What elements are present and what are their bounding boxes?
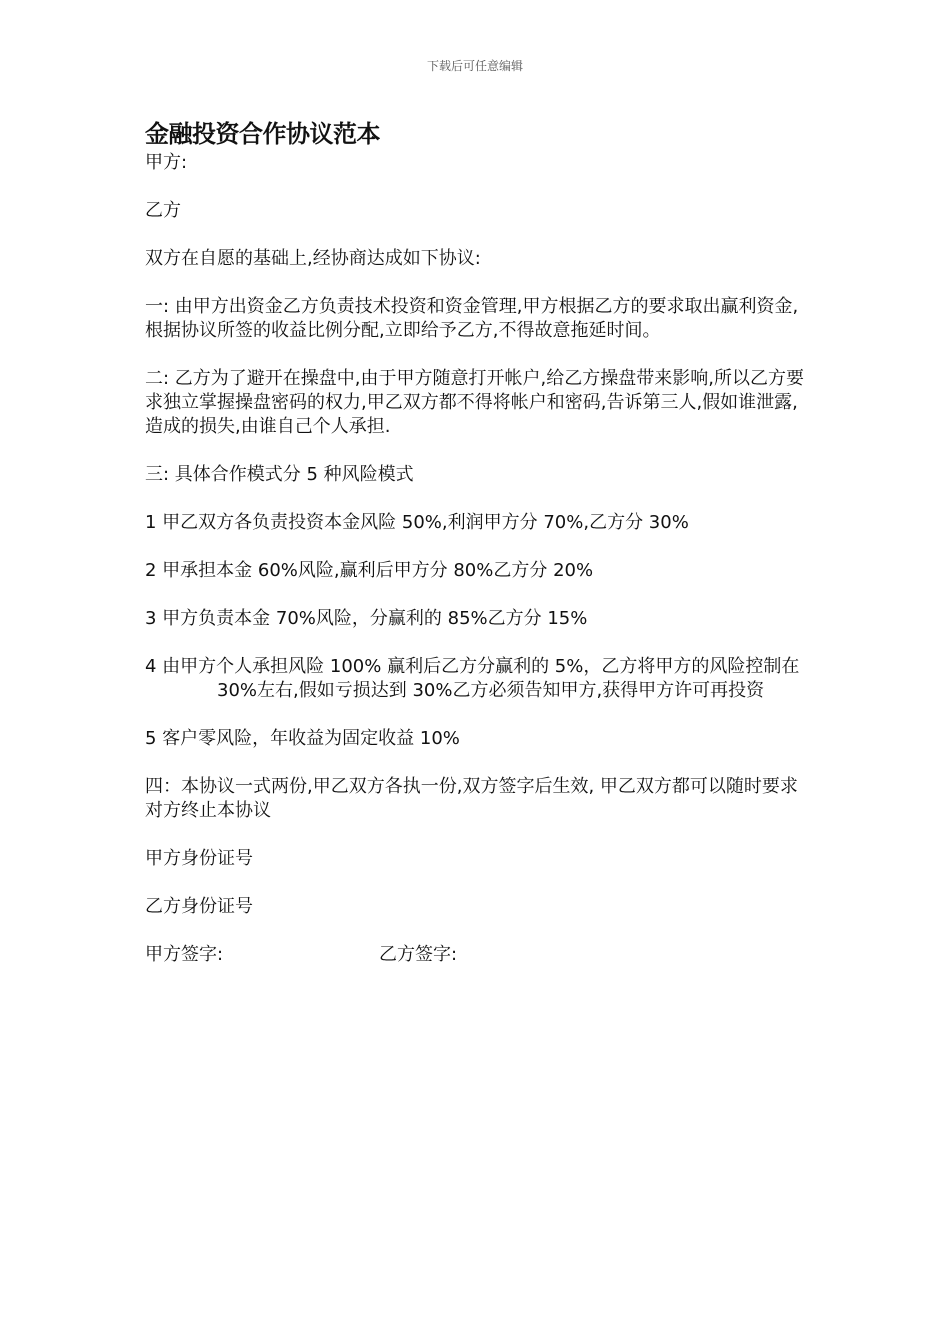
mode-3: 3 甲方负责本金 70%风险，分赢利的 85%乙方分 15% <box>145 608 588 629</box>
header-note: 下载后可任意编辑 <box>426 59 523 73</box>
mode-2: 2 甲承担本金 60%风险,赢利后甲方分 80%乙方分 20% <box>145 560 594 581</box>
clause-1: 一: 由甲方出资金乙方负责技术投资和资金管理,甲方根据乙方的要求取出赢利资金,根据协议所签的收益比例分配,立即给予乙方,不得故意拖延时间。 <box>145 296 799 341</box>
party-b-id-label: 乙方身份证号 <box>145 896 253 917</box>
document-title: 金融投资合作协议范本 <box>145 120 380 148</box>
clause-4: 四：本协议一式两份,甲乙双方各执一份,双方签字后生效, 甲乙双方都可以随时要求对方终止本协议 <box>145 776 798 821</box>
mode-5: 5 客户零风险，年收益为固定收益 10% <box>145 728 460 749</box>
mode-4-part-2: 30%左右,假如亏损达到 30%乙方必须告知甲方,获得甲方许可再投资 <box>217 680 765 701</box>
party-a-label: 甲方: <box>145 152 188 173</box>
party-a-signature-label: 甲方签字: <box>145 944 224 965</box>
party-b-label: 乙方 <box>145 200 181 221</box>
mode-1: 1 甲乙双方各负责投资本金风险 50%,利润甲方分 70%,乙方分 30% <box>145 512 689 533</box>
party-b-signature-label: 乙方签字: <box>379 944 458 965</box>
signature-row <box>145 943 815 967</box>
clause-3: 三: 具体合作模式分 5 种风险模式 <box>145 464 414 485</box>
mode-4-part-1: 4 由甲方个人承担风险 100% 赢利后乙方分赢利的 5%，乙方将甲方的风险控制在 <box>145 656 800 677</box>
mode-4 <box>145 655 815 703</box>
clause-2: 二: 乙方为了避开在操盘中,由于甲方随意打开帐户,给乙方操盘带来影响,所以乙方要求独立掌握操盘密码的权力,甲乙双方都不得将帐户和密码,告诉第三人,假如谁泄露,造成的损失,由谁自己个人承担. <box>145 368 804 437</box>
party-a-id-label: 甲方身份证号 <box>145 848 253 869</box>
document-body <box>145 117 815 967</box>
intro-paragraph: 双方在自愿的基础上,经协商达成如下协议: <box>145 248 481 269</box>
